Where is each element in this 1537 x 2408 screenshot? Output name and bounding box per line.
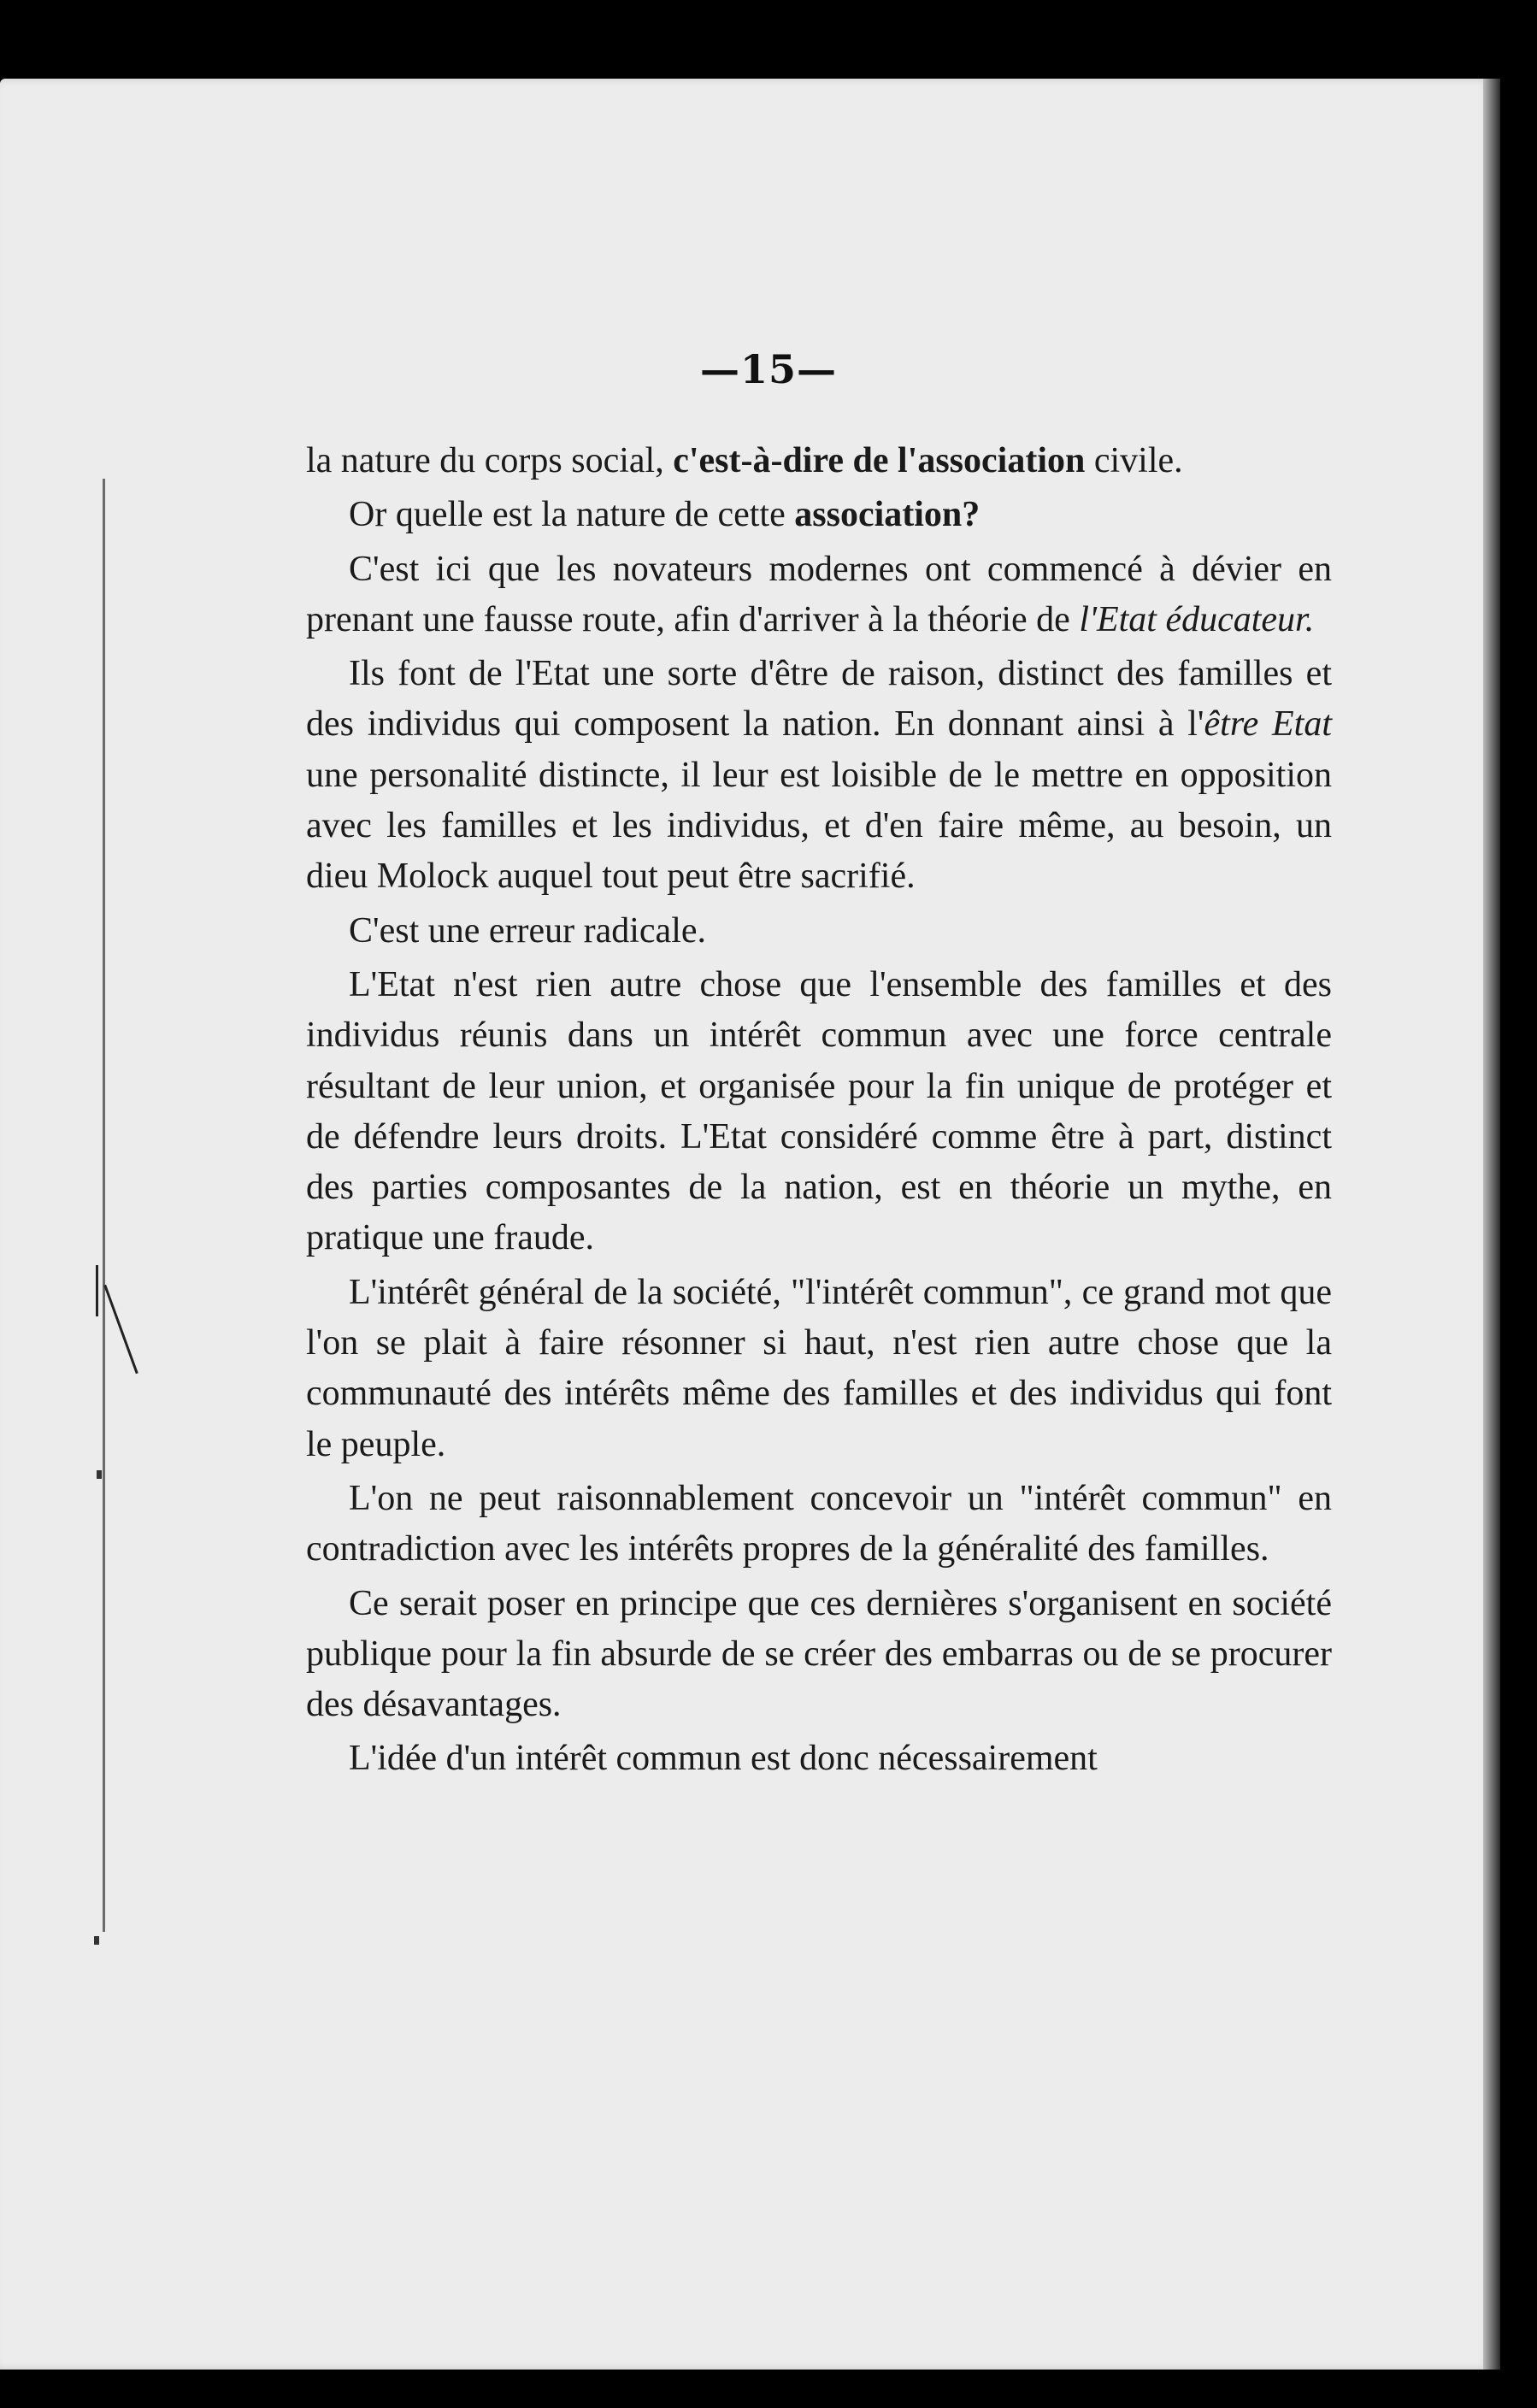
text-run: civile.	[1085, 441, 1183, 480]
paragraph	[306, 906, 1332, 957]
margin-mark	[97, 1470, 102, 1479]
paragraph	[306, 1734, 1332, 1784]
text-run: C'est ici que les novateurs modernes ont commencé à dévier en prenant une fausse route, afin d'arriver à la théorie de	[306, 549, 1332, 639]
text-run: L'on ne peut raisonnablement concevoir un "intérêt commun" en contradiction avec les intérêts propres de la généralité des familles.	[306, 1478, 1332, 1569]
text-run: association?	[794, 495, 980, 535]
paragraph	[306, 436, 1332, 486]
paragraph	[306, 960, 1332, 1264]
text-run: l'Etat éducateur.	[1079, 599, 1315, 639]
text-run: C'est une erreur radicale.	[349, 910, 707, 951]
page-edge-shadow	[1483, 79, 1500, 2370]
margin-mark	[96, 1265, 98, 1316]
text-run: Ils font de l'Etat une sorte d'être de raison, distinct des familles et des individus qui composent la nation. En donnant ainsi à l'	[306, 654, 1332, 745]
text-run: une personalité distincte, il leur est loisible de le mettre en opposition avec les familles et les individus, et d'en faire même, au besoin, un dieu Molock auquel tout peut être sacrifié.	[306, 755, 1332, 897]
paragraph	[306, 545, 1332, 646]
text-run: L'Etat n'est rien autre chose que l'ensemble des familles et des individus réunis dans un intérêt commun avec une force centrale résultant de leur union, et organisée pour la fin unique de protéger et de défendre leurs droits. L'Etat considéré comme être à part, distinct des parties composantes de la nation, est en théorie un mythe, en pratique une fraude.	[306, 964, 1332, 1258]
margin-mark	[94, 1936, 99, 1945]
margin-mark	[103, 479, 105, 1932]
paragraph	[306, 649, 1332, 902]
paragraph	[306, 1268, 1332, 1470]
body-text	[306, 436, 1332, 1788]
page-number: —15—	[699, 346, 837, 392]
text-run: c'est-à-dire de l'association	[673, 441, 1086, 480]
paragraph	[306, 1579, 1332, 1731]
paragraph	[306, 1474, 1332, 1575]
text-run: la nature du corps social,	[306, 441, 674, 480]
text-run: être Etat	[1204, 704, 1333, 745]
text-run: Ce serait poser en principe que ces dernières s'organisent en société publique pour la fin absurde de se créer des embarras ou de se procurer des désavantages.	[306, 1583, 1332, 1725]
text-run: L'idée d'un intérêt commun est donc nécessairement	[349, 1739, 1098, 1779]
paragraph	[306, 490, 1332, 540]
text-run: L'intérêt général de la société, "l'intérêt commun", ce grand mot que l'on se plait à faire résonner si haut, n'est rien autre chose que la communauté des intérêts même des familles et des individus qui font le peuple.	[306, 1272, 1332, 1464]
text-run: Or quelle est la nature de cette	[349, 495, 795, 535]
